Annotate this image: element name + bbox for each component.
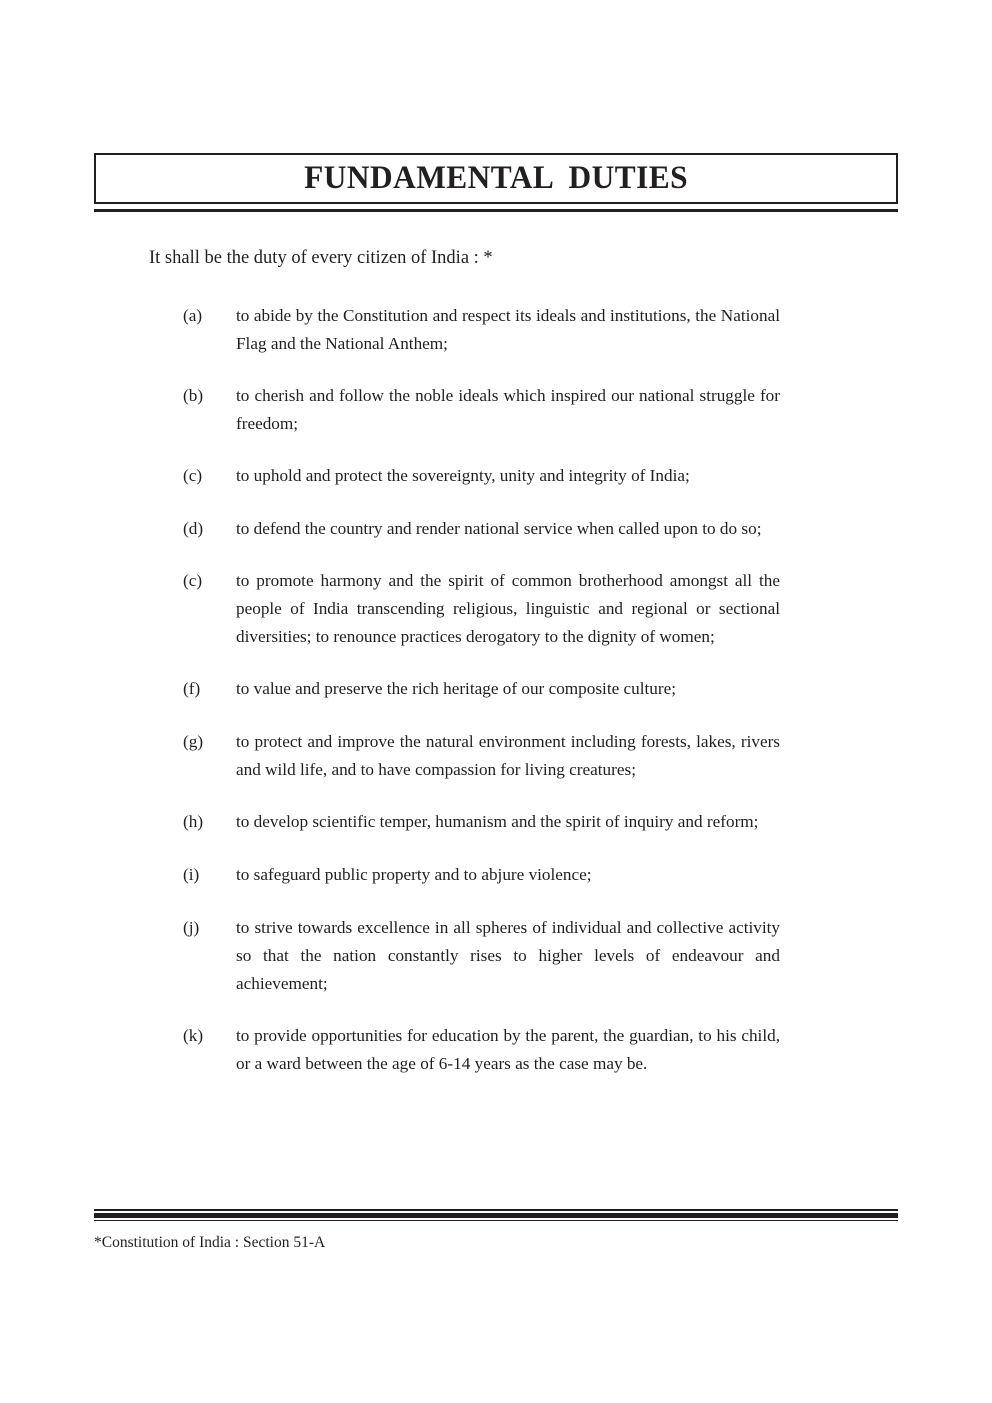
duty-item-h — [183, 808, 780, 836]
duty-text: to cherish and follow the noble ideals which inspired our national struggle for freedom; — [236, 386, 780, 433]
footer-rule-thin-top — [94, 1209, 898, 1211]
duty-text: to protect and improve the natural environment including forests, lakes, rivers and wild life, and to have compassion for living creatures; — [236, 732, 780, 779]
duty-item-d — [183, 515, 780, 543]
duty-item-j — [183, 914, 780, 998]
title-box — [94, 153, 898, 204]
footer-rule-thin-bottom — [94, 1220, 898, 1222]
footer-rule-thick — [94, 1213, 898, 1218]
duty-label: (j) — [183, 918, 200, 937]
duty-label: (d) — [183, 519, 204, 538]
duty-label: (b) — [183, 386, 204, 405]
footer-divider — [94, 1209, 898, 1221]
duty-item-a — [183, 302, 780, 358]
duty-text: to defend the country and render national service when called upon to do so; — [236, 519, 762, 538]
duty-label: (i) — [183, 865, 200, 884]
duty-item-c — [183, 462, 780, 490]
duty-text: to strive towards excellence in all spheres of individual and collective activity so that the nation constantly rises to higher levels of endeavour and achievement; — [236, 918, 780, 993]
duties-list — [183, 302, 780, 1078]
duty-text: to safeguard public property and to abjure violence; — [236, 865, 592, 884]
duty-item-g — [183, 728, 780, 784]
duty-text: to provide opportunities for education by the parent, the guardian, to his child, or a ward between the age of 6-14 years as the case may be. — [236, 1026, 780, 1073]
duty-item-i — [183, 861, 780, 889]
footnote: *Constitution of India : Section 51-A — [94, 1234, 326, 1251]
duty-item-f — [183, 675, 780, 703]
duty-item-b — [183, 382, 780, 438]
duty-item-k — [183, 1022, 780, 1078]
duty-text: to uphold and protect the sovereignty, unity and integrity of India; — [236, 466, 690, 485]
duty-label: (c) — [183, 466, 203, 485]
duty-label: (k) — [183, 1026, 204, 1045]
duty-text: to develop scientific temper, humanism and the spirit of inquiry and reform; — [236, 812, 759, 831]
duty-label: (a) — [183, 306, 203, 325]
duty-item-e — [183, 567, 780, 651]
duty-text: to abide by the Constitution and respect its ideals and institutions, the National Flag and the National Anthem; — [236, 306, 780, 353]
duty-label: (h) — [183, 812, 204, 831]
page-title: FUNDAMENTAL DUTIES — [304, 160, 688, 196]
duty-label: (f) — [183, 679, 201, 698]
duty-label: (c) — [183, 571, 203, 590]
duty-label: (g) — [183, 732, 204, 751]
duty-text: to promote harmony and the spirit of common brotherhood amongst all the people of India transcending religious, linguistic and regional or sectional diversities; to renounce practices derogatory to the dignity of women; — [236, 571, 780, 646]
title-underline-rule — [94, 209, 898, 212]
duty-text: to value and preserve the rich heritage of our composite culture; — [236, 679, 677, 698]
intro-text: It shall be the duty of every citizen of India : * — [149, 248, 493, 268]
